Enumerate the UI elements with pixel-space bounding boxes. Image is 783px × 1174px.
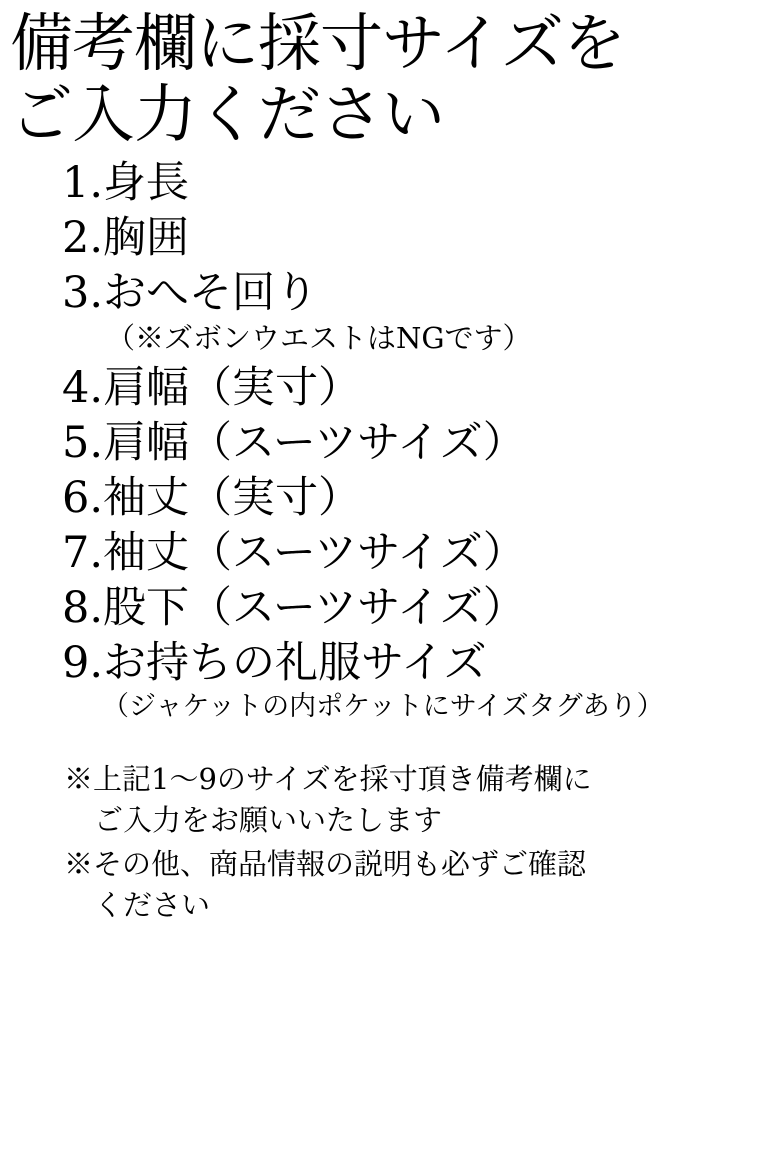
- footnote-line-1: ※上記1〜9のサイズを採寸頂き備考欄に: [64, 762, 592, 797]
- measurement-list: [10, 156, 773, 725]
- list-item-number: 6.: [62, 472, 104, 523]
- list-item-number: 8.: [62, 582, 104, 633]
- footnotes: [10, 759, 773, 926]
- list-item: [62, 156, 773, 211]
- list-item-number: 2.: [62, 213, 104, 264]
- list-item: [62, 211, 773, 266]
- page-title-line-2: ご入力ください: [10, 78, 444, 152]
- list-item-number: 3.: [62, 268, 104, 319]
- list-item-number: 7.: [62, 527, 104, 578]
- list-item-label: おへそ回り: [103, 268, 319, 319]
- footnote-line-2: ください: [94, 887, 211, 922]
- footnote: [64, 759, 773, 841]
- list-item-number: 9.: [62, 637, 104, 688]
- page-title: [10, 8, 773, 150]
- footnote-line-2: ご入力をお願いいたします: [94, 803, 443, 838]
- list-item-label: 肩幅（スーツサイズ）: [103, 417, 526, 468]
- list-item-label: 肩幅（実寸）: [103, 362, 362, 413]
- list-item-note: （ジャケットの内ポケットにサイズタグあり）: [102, 690, 664, 722]
- list-item: [62, 266, 773, 321]
- list-item: [62, 471, 773, 526]
- list-item-label: 胸囲: [103, 213, 190, 264]
- list-item-label: 身長: [103, 158, 190, 209]
- list-item-number: 4.: [62, 362, 104, 413]
- list-item: [62, 581, 773, 636]
- list-item-number: 5.: [62, 417, 104, 468]
- page-title-line-1: 備考欄に採寸サイズを: [10, 7, 625, 80]
- footnote-line-1: ※その他、商品情報の説明も必ずご確認: [64, 846, 587, 881]
- list-item: [62, 636, 773, 691]
- list-item-label: お持ちの礼服サイズ: [103, 637, 487, 688]
- list-item-number: 1.: [62, 158, 104, 209]
- list-item-label: 袖丈（実寸）: [103, 472, 362, 523]
- list-item: [62, 526, 773, 581]
- list-item: [62, 416, 773, 471]
- list-item: [62, 361, 773, 416]
- footnote: [64, 844, 773, 926]
- list-item-label: 股下（スーツサイズ）: [103, 582, 526, 633]
- list-item-note: （※ズボンウエストはNGです）: [106, 321, 532, 356]
- list-item-label: 袖丈（スーツサイズ）: [103, 527, 526, 578]
